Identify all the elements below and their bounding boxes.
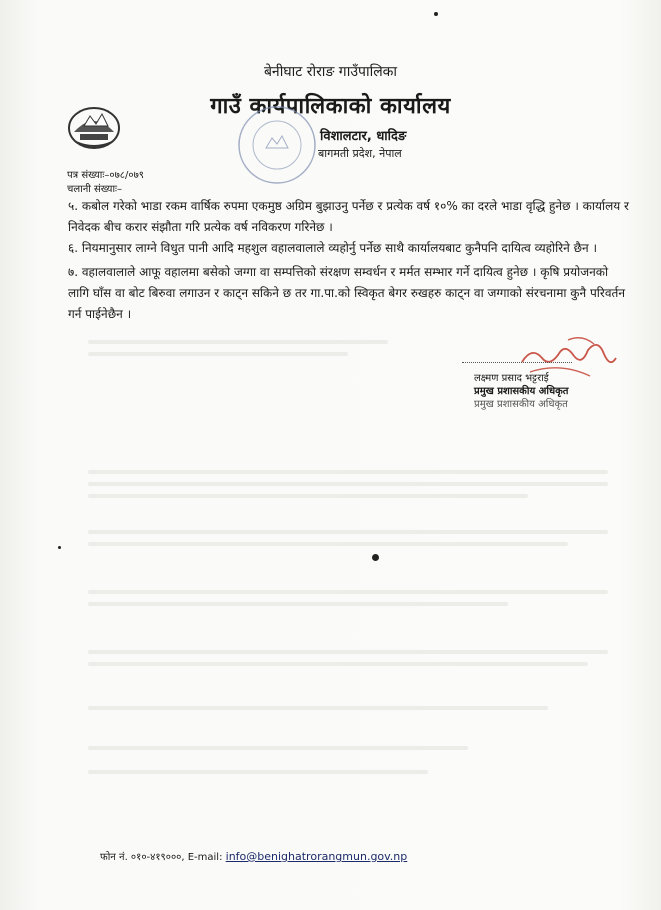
dispatch-number: चलानी संख्याः–	[67, 184, 123, 195]
signatory-title: प्रमुख प्रशासकीय अधिकृत	[474, 386, 569, 397]
bleed-through-line	[88, 602, 508, 606]
bleed-through-line	[88, 542, 568, 546]
office-province: बागमती प्रदेश, नेपाल	[318, 147, 402, 160]
letter-number: पत्र संख्याः–०७८/०७९	[67, 170, 144, 181]
office-stamp-icon	[236, 104, 318, 186]
bleed-through-line	[88, 706, 548, 710]
bleed-through-line	[88, 340, 388, 344]
clause-5: ५. कबोल गरेको भाडा रकम वार्षिक रुपमा एकमुष्ठ अग्रिम बुझाउनु पर्नेछ र प्रत्येक वर्ष १०% का दरले भाडा वृद्धि हुनेछ । कार्यालय र निवेदक बीच करार संझौता गरि प्रत्येक वर्ष नविकरण गरिनेछ ।	[68, 199, 629, 234]
bleed-through-line	[88, 650, 608, 654]
bleed-through-line	[88, 770, 428, 774]
bleed-through-line	[88, 494, 528, 498]
email-label: E-mail:	[187, 852, 223, 863]
signatory-name: लक्ष्मण प्रसाद भट्टराई	[474, 373, 549, 384]
ink-speck	[58, 546, 61, 549]
ink-speck	[434, 12, 438, 16]
bleed-through-line	[88, 662, 588, 666]
ink-speck	[372, 554, 379, 561]
municipality-name: बेनीघाट रोराङ गाउँपालिका	[263, 64, 398, 80]
phone-number: फोन नं. ०१०-४१९०००,	[100, 852, 185, 863]
bleed-through-line	[88, 352, 348, 356]
clause-6: ६. नियमानुसार लाग्ने विधुत पानी आदि महशुल वहालवालाले व्यहोर्नु पर्नेछ साथै कार्यालयबाट कुनैपनि दायित्व व्यहोरिने छैन ।	[68, 241, 598, 255]
bleed-through-line	[88, 746, 468, 750]
clause-7: ७. वहालवालाले आफू वहालमा बसेको जग्गा वा सम्पत्तिको संरक्षण सम्वर्धन र मर्मत सम्भार गर्ने दायित्व हुनेछ । कृषि प्रयोजनको लागि घाँस वा बोट बिरुवा लगाउन र काट्न सकिने छ तर गा.पा.को स्विकृत बेगर रुखहरु काट्न वा जग्गाको संरचनामा कुनै परिवर्तन गर्न पाईनेछैन ।	[68, 265, 625, 321]
bleed-through-line	[88, 470, 608, 474]
bleed-through-line	[88, 590, 608, 594]
signatory-stamp: प्रमुख प्रशासकीय अधिकृत	[474, 399, 568, 410]
office-name: गाउँ कार्यपालिकाको कार्यालय	[210, 93, 451, 119]
office-location: विशालटार, धादिङ	[320, 129, 407, 144]
bleed-through-line	[88, 530, 608, 534]
email-link[interactable]: info@benighatrorangmun.gov.np	[225, 850, 408, 863]
signature-line	[462, 362, 572, 363]
letter-body	[68, 196, 630, 325]
bleed-through-line	[88, 482, 608, 486]
signatory-block	[474, 372, 568, 411]
contact-footer	[100, 849, 407, 863]
